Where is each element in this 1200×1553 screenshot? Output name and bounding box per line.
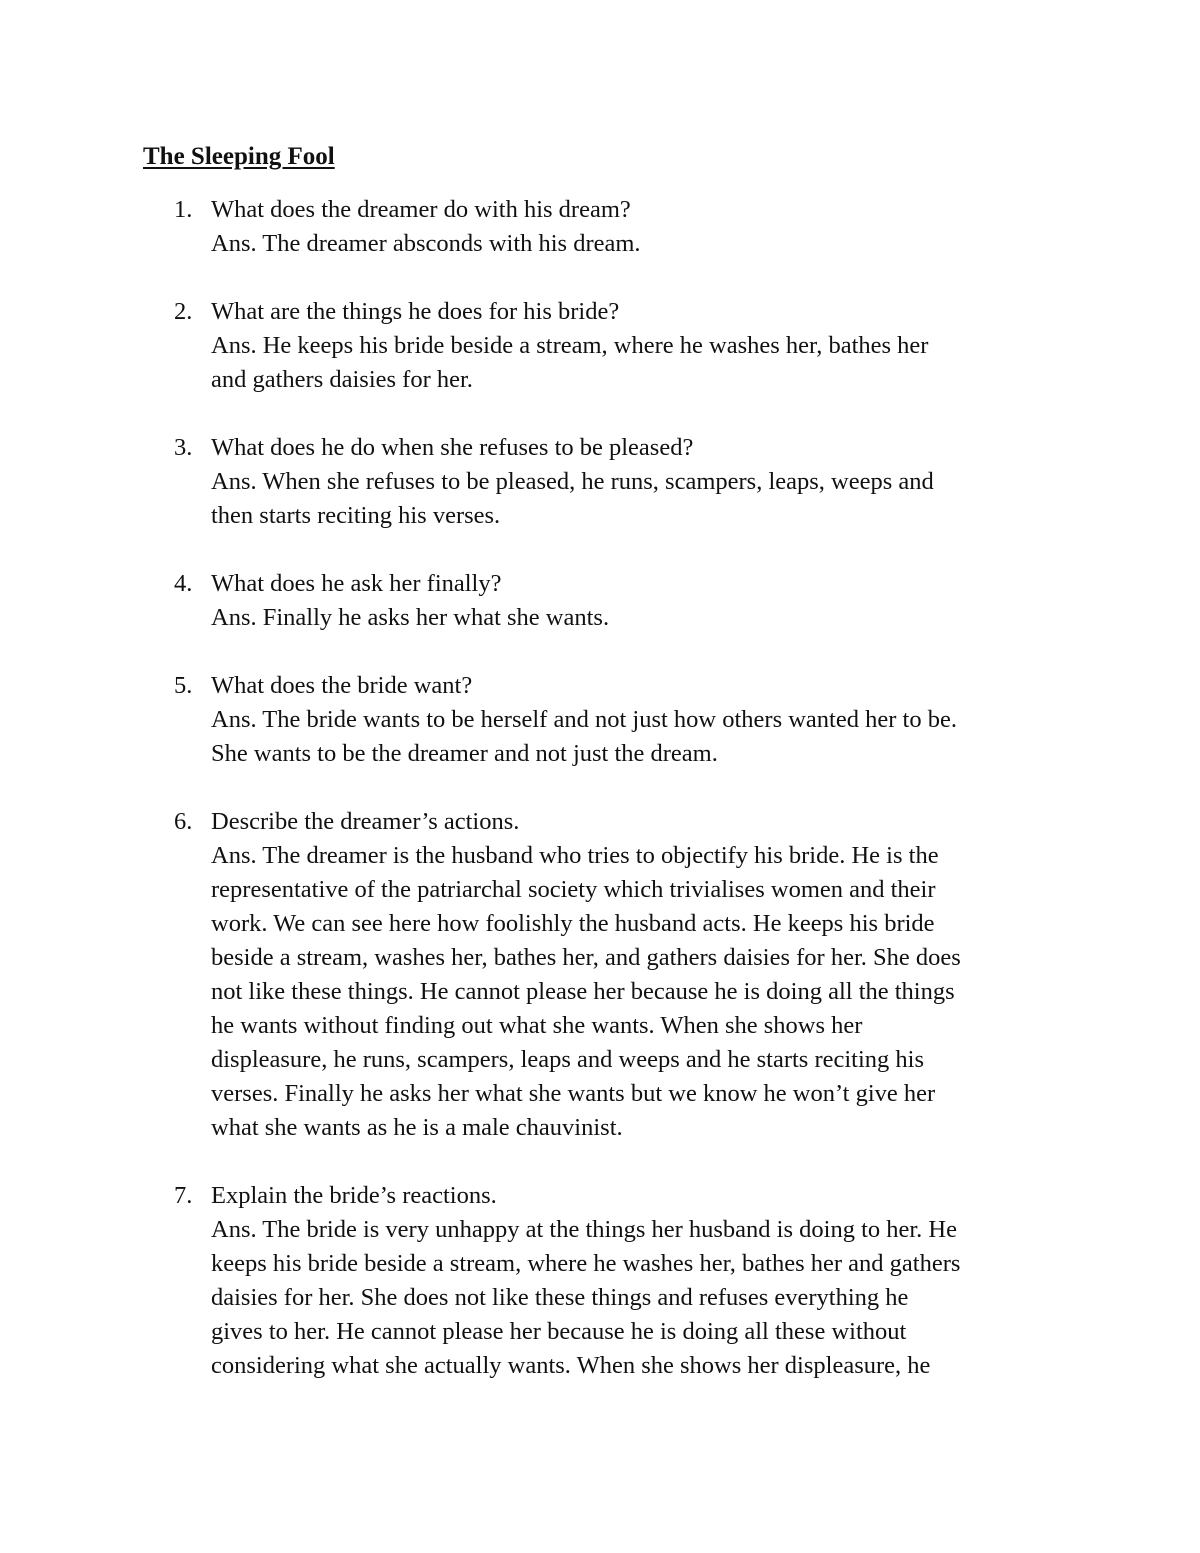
question-text: What does he ask her finally? (211, 570, 502, 597)
list-item (0, 431, 1061, 533)
answer-text (211, 839, 1061, 1145)
question-text: What does the bride want? (211, 672, 473, 699)
answer-text (211, 703, 1061, 771)
answer-line: Ans. The bride is very unhappy at the things her husband is doing to her. He (211, 1216, 957, 1243)
question-text: Explain the bride’s reactions. (211, 1182, 497, 1209)
answer-line: considering what she actually wants. When she shows her displeasure, he (211, 1352, 931, 1379)
item-number: 5. (174, 672, 193, 699)
question-text: What are the things he does for his bride? (211, 298, 620, 325)
answer-line: what she wants as he is a male chauvinist. (211, 1114, 623, 1141)
answer-line: gives to her. He cannot please her because he is doing all these without (211, 1318, 907, 1345)
list-item (0, 1179, 1061, 1383)
answer-line: keeps his bride beside a stream, where he washes her, bathes her and gathers (211, 1250, 961, 1277)
answer-line: Ans. The dreamer is the husband who tries to objectify his bride. He is the (211, 842, 939, 869)
item-number: 3. (174, 434, 193, 461)
answer-line: representative of the patriarchal society which trivialises women and their (211, 876, 936, 903)
question-text: Describe the dreamer’s actions. (211, 808, 520, 835)
question-text: What does the dreamer do with his dream? (211, 196, 631, 223)
answer-line: he wants without finding out what she wants. When she shows her (211, 1012, 863, 1039)
item-number: 4. (174, 570, 193, 597)
answer-line: Ans. He keeps his bride beside a stream, where he washes her, bathes her (211, 332, 929, 359)
question-list (0, 193, 1200, 1417)
answer-line: work. We can see here how foolishly the husband acts. He keeps his bride (211, 910, 935, 937)
answer-line: Ans. The dreamer absconds with his dream. (211, 230, 641, 257)
answer-text (211, 601, 1061, 635)
answer-line: daisies for her. She does not like these things and refuses everything he (211, 1284, 909, 1311)
answer-line: Ans. Finally he asks her what she wants. (211, 604, 610, 631)
item-number: 6. (174, 808, 193, 835)
answer-line: beside a stream, washes her, bathes her, and gathers daisies for her. She does (211, 944, 961, 971)
answer-text (211, 465, 1061, 533)
answer-text (211, 329, 1061, 397)
list-item (0, 805, 1061, 1145)
answer-line: verses. Finally he asks her what she wants but we know he won’t give her (211, 1080, 936, 1107)
item-number: 7. (174, 1182, 193, 1209)
answer-line: and gathers daisies for her. (211, 366, 473, 393)
list-item (0, 669, 1061, 771)
list-item (0, 567, 1061, 635)
item-number: 2. (174, 298, 193, 325)
answer-line: Ans. The bride wants to be herself and not just how others wanted her to be. (211, 706, 957, 733)
list-item (0, 193, 1061, 261)
answer-line: then starts reciting his verses. (211, 502, 501, 529)
list-item (0, 295, 1061, 397)
answer-line: Ans. When she refuses to be pleased, he runs, scampers, leaps, weeps and (211, 468, 934, 495)
answer-text (211, 227, 1061, 261)
question-text: What does he do when she refuses to be pleased? (211, 434, 694, 461)
answer-line: She wants to be the dreamer and not just the dream. (211, 740, 718, 767)
answer-line: not like these things. He cannot please her because he is doing all the things (211, 978, 955, 1005)
answer-text (211, 1213, 1061, 1383)
item-number: 1. (174, 196, 193, 223)
answer-line: displeasure, he runs, scampers, leaps and weeps and he starts reciting his (211, 1046, 925, 1073)
document-title: The Sleeping Fool (143, 143, 335, 170)
